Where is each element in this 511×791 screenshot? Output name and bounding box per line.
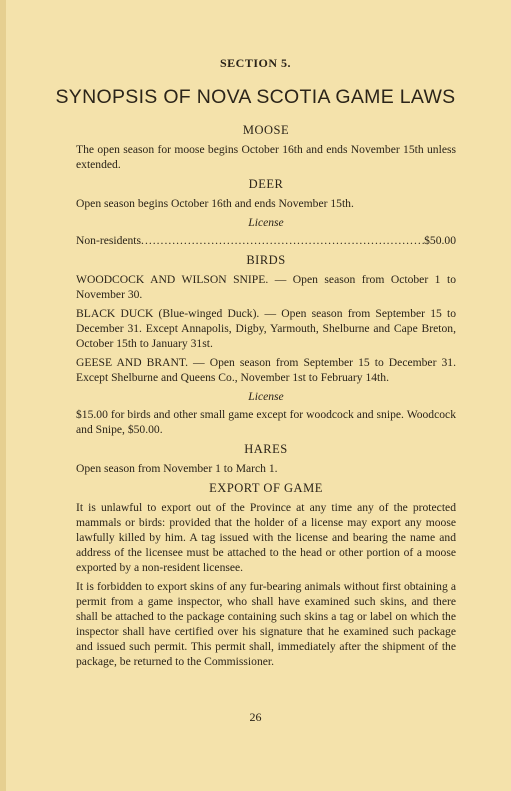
deer-heading: DEER [248, 177, 284, 191]
page-title: SYNOPSIS OF NOVA SCOTIA GAME LAWS [55, 86, 456, 108]
birds-license-text: $15.00 for birds and other small game except for woodcock and snipe. Woodcock and Snipe, $50.00. [76, 408, 456, 436]
birds-license-heading: License [248, 390, 284, 403]
birds-black-duck: BLACK DUCK (Blue-winged Duck). — Open season from September 15 to December 31. Except Annapolis, Digby, Yarmouth, Shelburne and Cape Breton, October 15th to January 31st. [76, 307, 456, 350]
moose-text: The open season for moose begins October 16th and ends November 15th unless extended. [76, 143, 456, 171]
birds-heading: BIRDS [246, 253, 286, 267]
deer-license-heading: License [248, 216, 284, 229]
leader-dots [141, 233, 424, 248]
section-number: SECTION 5. [219, 56, 292, 70]
hares-heading: HARES [244, 442, 288, 456]
export-heading: EXPORT OF GAME [209, 481, 323, 495]
license-label: Non-residents [76, 234, 142, 247]
deer-text: Open season begins October 16th and ends November 15th. [76, 197, 354, 210]
export-paragraph-2: It is forbidden to export skins of any fur-bearing animals without first obtaining a permit from a game inspector, who shall have examined such skins, and there shall be attached to the package containing such skins a tag or label on which the inspector shall have certified over his signature that he examined such package and issued such permit. This permit shall, immediately after the shipment of the package, be returned to the Commissioner. [76, 580, 456, 668]
license-fee: $50.00 [424, 234, 456, 247]
document-body [76, 118, 456, 673]
export-paragraph-1: It is unlawful to export out of the Province at any time any of the protected mammals or birds: provided that the holder of a license may export any moose lawfully killed by him. A tag issued with the license and bearing the name and address of the licensee must be attached to the head or other portion of a moose exported by a non-resident licensee. [76, 501, 456, 574]
birds-geese: GEESE AND BRANT. — Open season from September 15 to December 31. Except Shelburne and Queens Co., November 1st to February 14th. [76, 356, 456, 384]
page-number: 26 [249, 710, 262, 724]
hares-text: Open season from November 1 to March 1. [76, 462, 278, 475]
deer-license-line [76, 233, 456, 248]
moose-heading: MOOSE [242, 123, 290, 137]
page-edge [0, 0, 6, 791]
birds-woodcock: WOODCOCK AND WILSON SNIPE. — Open season from October 1 to November 30. [76, 273, 456, 301]
